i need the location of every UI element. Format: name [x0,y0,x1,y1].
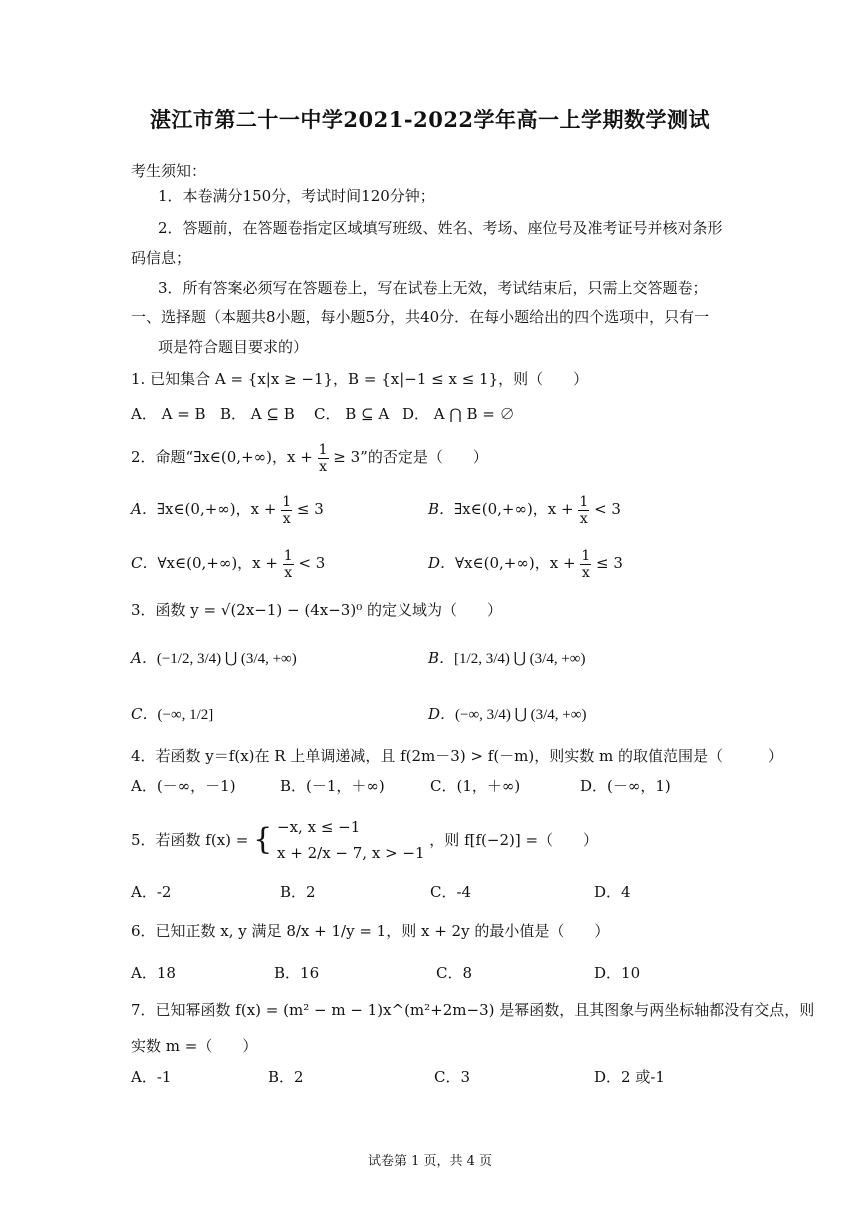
q7-stem-line1: 7．已知幂函数 f(x) = (m² − m − 1)x^(m²+2m−3) 是幂函数，且其图象与两坐标轴都没有交点，则 [131,1001,815,1019]
q7-option-b: B．2 [268,1068,304,1086]
q2-stem: 2．命题“∃x∈(0,+∞)，x + $\frac{1}{x}$ ≥ 3”的否定是（ ） [131,441,488,475]
q3-option-c: C．(−∞, 1/2] [131,705,214,723]
q1-option-a: A． A = B [131,405,206,423]
notice-item-3: 3．所有答案必须写在答题卷上，写在试卷上无效，考试结束后，只需上交答题卷； [158,279,708,297]
q6-option-a: A．18 [131,964,176,982]
q4-option-a: A．(－∞，－1) [131,777,236,795]
q3-option-d: D．(−∞, 3/4) ⋃ (3/4, +∞) [428,705,587,723]
q1-stem: 1. 已知集合 A = {x|x ≥ −1}，B = {x|−1 ≤ x ≤ 1}，则（ ） [131,370,589,388]
q5-option-d: D．4 [594,883,631,901]
q2-option-b: B．∃x∈(0,+∞)，x + $\frac{1}{x}$ < 3 [428,493,621,527]
q7-option-a: A．-1 [131,1068,172,1086]
notice-heading: 考生须知： [131,162,207,180]
q3-option-b: B．[1/2, 3/4) ⋃ (3/4, +∞) [428,649,586,667]
q1-option-c: C． B ⊆ A [314,405,390,423]
q4-option-c: C．(1，＋∞) [430,777,521,795]
section-heading: 一、选择题（本题共8小题，每小题5分，共40分．在每小题给出的四个选项中，只有一 [131,308,710,326]
q1-option-d: D． A ⋂ B = ∅ [402,405,515,423]
q2-option-c: C．∀x∈(0,+∞)，x + $\frac{1}{x}$ < 3 [131,547,326,581]
q5-option-c: C．-4 [430,883,472,901]
q4-stem: 4．若函数 y＝f(x)在 R 上单调递减，且 f(2m－3) > f(－m)，则实数 m 的取值范围是（ ） [131,747,784,765]
page-footer: 试卷第 1 页，共 4 页 [367,1154,493,1169]
q7-option-d: D．2 或-1 [594,1068,665,1086]
section-heading-cont: 项是符合题目要求的） [158,338,309,356]
q3-stem: 3．函数 y = √(2x−1) − (4x−3)⁰ 的定义域为（ ） [131,601,502,619]
q5-option-b: B．2 [280,883,316,901]
q3-option-a: A．(−1/2, 3/4) ⋃ (3/4, +∞) [131,649,297,667]
exam-title: 湛江市第二十一中学2021-2022学年高一上学期数学测试 [149,107,711,132]
q4-option-b: B．(－1，＋∞) [280,777,385,795]
q7-stem-line2: 实数 m =（ ） [131,1037,258,1055]
q6-option-d: D．10 [594,964,641,982]
q4-option-d: D．(－∞，1) [580,777,671,795]
notice-item-2: 2．答题前，在答题卷指定区域填写班级、姓名、考场、座位号及准考证号并核对条形 [158,219,723,237]
q6-option-c: C．8 [436,964,473,982]
q1-option-b: B． A ⊆ B [220,405,295,423]
q6-option-b: B．16 [274,964,320,982]
q5-stem: 5．若函数 f(x) = { −x, x ≤ −1 x + 2/x − 7, x > −1 ，则 f[f(−2)] =（ ） [131,818,599,862]
notice-item-2-cont: 码信息； [131,249,192,267]
notice-item-1: 1．本卷满分150分，考试时间120分钟； [158,187,435,205]
q6-stem: 6．已知正数 x, y 满足 8/x + 1/y = 1，则 x + 2y 的最小值是（ ） [131,922,610,940]
q2-option-a: A．∃x∈(0,+∞)，x + $\frac{1}{x}$ ≤ 3 [131,493,324,527]
q7-option-c: C．3 [434,1068,471,1086]
q2-option-d: D．∀x∈(0,+∞)，x + $\frac{1}{x}$ ≤ 3 [428,547,623,581]
q5-option-a: A．-2 [131,883,172,901]
